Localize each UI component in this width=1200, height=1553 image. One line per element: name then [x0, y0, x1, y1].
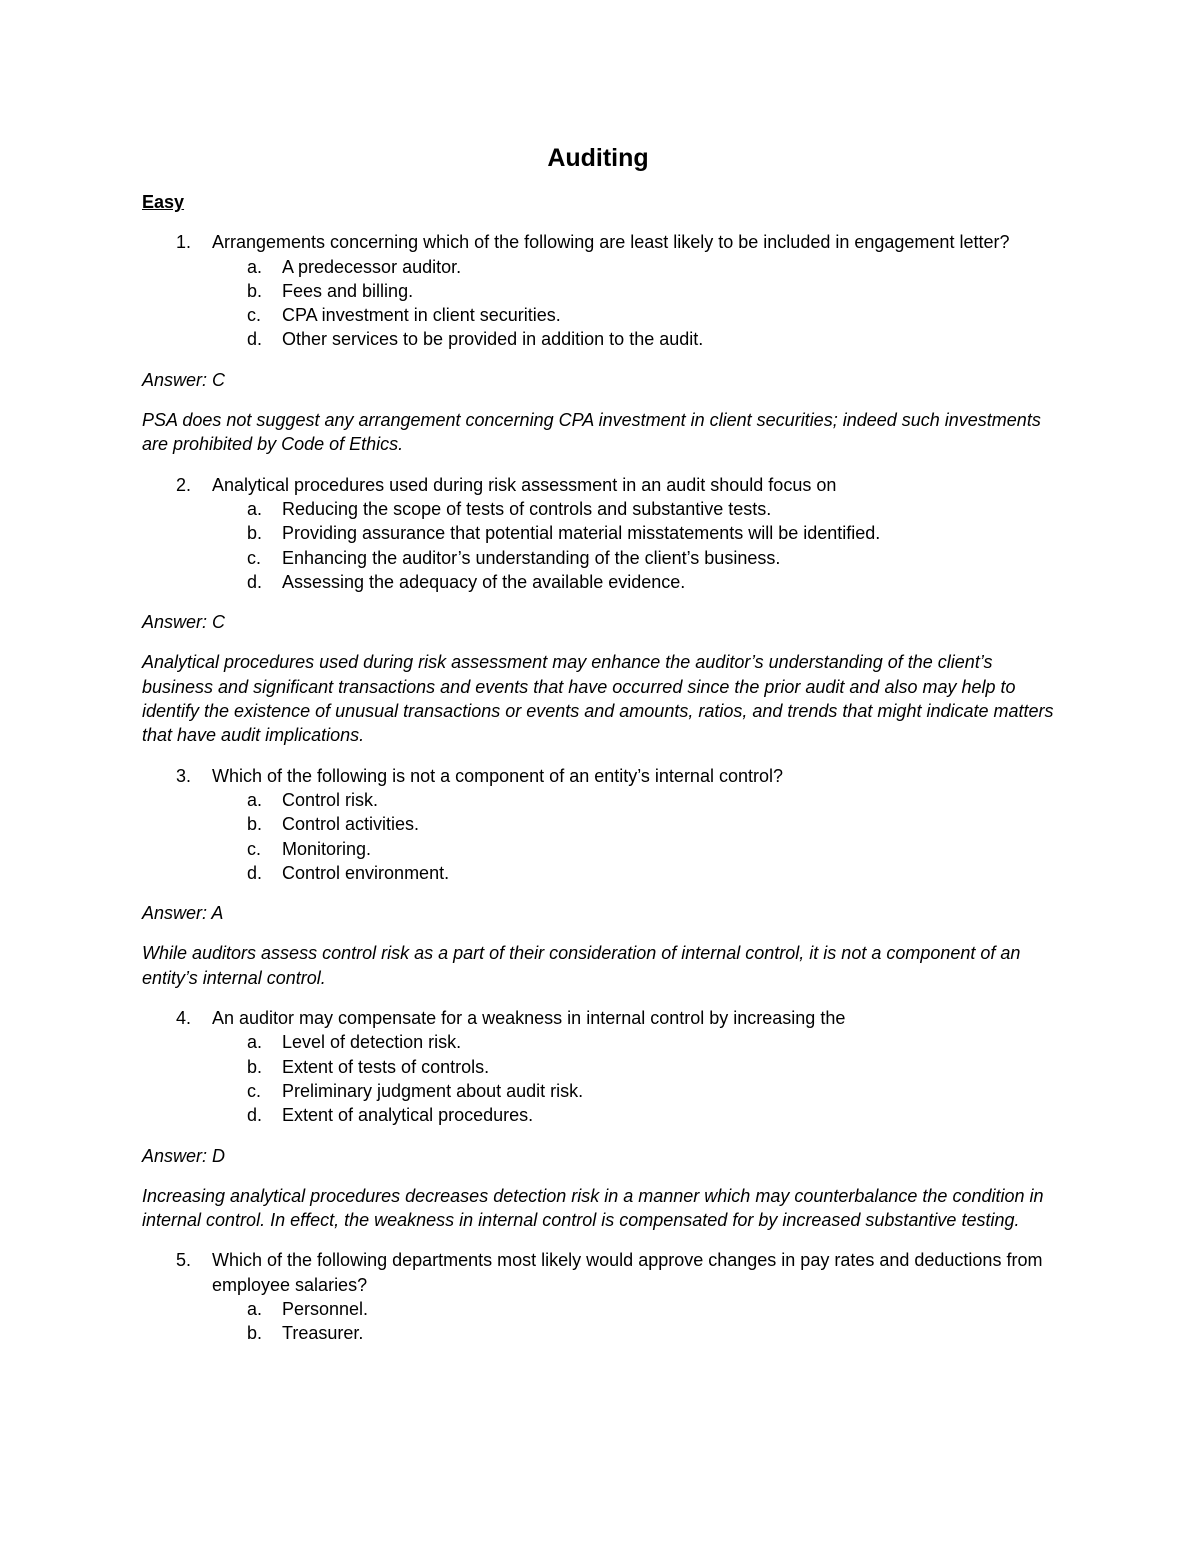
- section-heading: Easy: [142, 192, 185, 212]
- question-number: 1.: [176, 232, 192, 253]
- question-text: Arrangements concerning which of the following are least likely to be included in engagement letter?: [212, 232, 1010, 253]
- option: [142, 1297, 1054, 1321]
- question-number: 3.: [176, 765, 192, 786]
- option-letter: a.: [247, 256, 263, 277]
- option: [142, 327, 1054, 351]
- question-text: Which of the following departments most likely would approve changes in pay rates and deductions from employee salaries?: [212, 1250, 1043, 1295]
- option: [142, 303, 1054, 327]
- option-text: Other services to be provided in addition to the audit.: [282, 329, 704, 350]
- option-letter: c.: [247, 1080, 262, 1101]
- question-text: An auditor may compensate for a weakness in internal control by increasing the: [212, 1008, 846, 1029]
- answer-explanation: PSA does not suggest any arrangement concerning CPA investment in client securities; indeed such investments are prohibited by Code of Ethics.: [142, 410, 1041, 455]
- option-letter: c.: [247, 305, 262, 326]
- option-list: [142, 497, 1054, 594]
- option-letter: a.: [247, 1298, 263, 1319]
- option-list: [142, 1297, 1054, 1346]
- option-text: Providing assurance that potential material misstatements will be identified.: [282, 523, 881, 544]
- question-block: [142, 230, 1054, 456]
- answer-explanation: Analytical procedures used during risk assessment may enhance the auditor’s understanding of the client’s business and significant transactions and events that have occurred since the prior audit and also may help to identify the existence of unusual transactions or events and amounts, ratios, and trends that might indicate matters that have audit implications.: [142, 652, 1054, 746]
- option-list: [142, 1030, 1054, 1127]
- option: [142, 837, 1054, 861]
- answer-line: Answer: C: [142, 612, 226, 633]
- option: [142, 546, 1054, 570]
- option-letter: d.: [247, 1105, 263, 1126]
- document-title: Auditing: [547, 144, 649, 172]
- option-text: Fees and billing.: [282, 280, 414, 301]
- option-letter: b.: [247, 814, 263, 835]
- option-letter: b.: [247, 1056, 263, 1077]
- option: [142, 1079, 1054, 1103]
- option-text: Extent of tests of controls.: [282, 1056, 490, 1077]
- question-text: Analytical procedures used during risk assessment in an audit should focus on: [212, 474, 837, 495]
- option: [142, 861, 1054, 885]
- option: [142, 1030, 1054, 1054]
- question: [142, 1006, 1054, 1030]
- option: [142, 1055, 1054, 1079]
- option: [142, 497, 1054, 521]
- option-letter: a.: [247, 789, 263, 810]
- option-text: Assessing the adequacy of the available evidence.: [282, 571, 686, 592]
- option: [142, 788, 1054, 812]
- option-letter: b.: [247, 1323, 263, 1344]
- option-letter: d.: [247, 329, 263, 350]
- option-list: [142, 788, 1054, 885]
- option-text: Enhancing the auditor’s understanding of the client’s business.: [282, 547, 781, 568]
- answer-line: Answer: D: [142, 1145, 226, 1166]
- question: [142, 764, 1054, 788]
- answer-explanation: Increasing analytical procedures decreases detection risk in a manner which may counterbalance the condition in internal control. In effect, the weakness in internal control is compensated for by increased substantive testing.: [142, 1185, 1044, 1231]
- option: [142, 521, 1054, 545]
- option: [142, 570, 1054, 594]
- question-number: 5.: [176, 1250, 192, 1271]
- question-number: 2.: [176, 474, 192, 495]
- option: [142, 1321, 1054, 1345]
- question-number: 4.: [176, 1008, 192, 1029]
- document-body: [142, 142, 1054, 1362]
- option: [142, 812, 1054, 836]
- option-letter: d.: [247, 571, 263, 592]
- option-letter: b.: [247, 280, 263, 301]
- option-letter: b.: [247, 523, 263, 544]
- option: [142, 255, 1054, 279]
- question-block: [142, 473, 1054, 748]
- option: [142, 279, 1054, 303]
- question: [142, 1248, 1054, 1297]
- option-text: Personnel.: [282, 1298, 369, 1319]
- question: [142, 473, 1054, 497]
- question-block: [142, 1248, 1054, 1345]
- option-text: Control activities.: [282, 814, 420, 835]
- question-block: [142, 1006, 1054, 1232]
- option-list: [142, 255, 1054, 352]
- option-letter: c.: [247, 547, 262, 568]
- option-text: Preliminary judgment about audit risk.: [282, 1080, 584, 1101]
- answer-line: Answer: A: [142, 903, 224, 924]
- question-block: [142, 764, 1054, 990]
- option-text: Control environment.: [282, 862, 450, 883]
- option-letter: a.: [247, 498, 263, 519]
- option-text: Control risk.: [282, 789, 379, 810]
- option: [142, 1103, 1054, 1127]
- answer-line: Answer: C: [142, 369, 226, 390]
- option-text: A predecessor auditor.: [282, 256, 462, 277]
- option-letter: c.: [247, 838, 262, 859]
- option-text: CPA investment in client securities.: [282, 305, 561, 326]
- answer-explanation: While auditors assess control risk as a part of their consideration of internal control, it is not a component of an entity’s internal control.: [142, 943, 1021, 988]
- question: [142, 230, 1054, 254]
- option-text: Treasurer.: [282, 1323, 364, 1344]
- option-letter: d.: [247, 862, 263, 883]
- option-text: Reducing the scope of tests of controls and substantive tests.: [282, 498, 772, 519]
- option-text: Monitoring.: [282, 838, 372, 859]
- option-letter: a.: [247, 1032, 263, 1053]
- option-text: Extent of analytical procedures.: [282, 1105, 534, 1126]
- option-text: Level of detection risk.: [282, 1032, 462, 1053]
- question-text: Which of the following is not a component of an entity’s internal control?: [212, 765, 783, 786]
